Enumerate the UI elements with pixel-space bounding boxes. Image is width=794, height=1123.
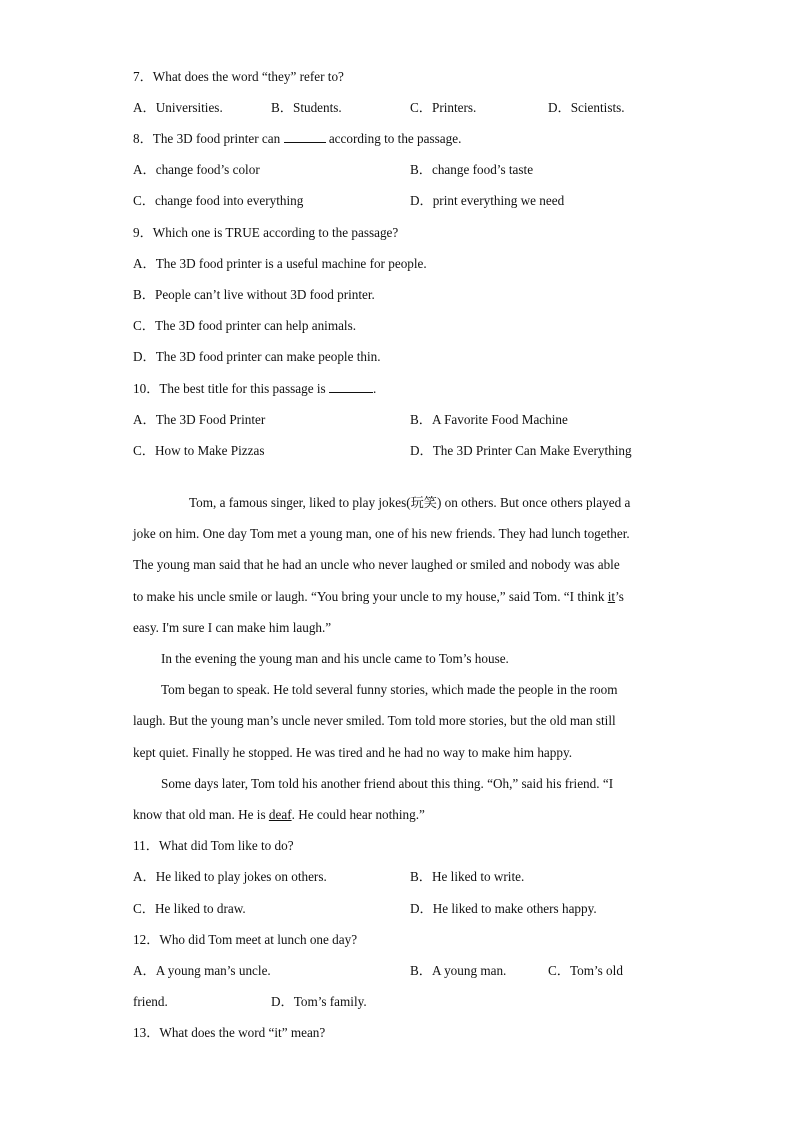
passage-text: ’s	[615, 589, 624, 604]
question-8-option-d: D．print everything we need	[410, 193, 565, 208]
passage-line	[133, 588, 624, 606]
question-8-option-c: C．change food into everything	[133, 193, 304, 208]
question-10-option-d: D．The 3D Printer Can Make Everything	[410, 443, 632, 458]
question-7-option-d: D．Scientists.	[548, 100, 625, 115]
question-8-stem-start: 8．The 3D food printer can	[133, 131, 284, 146]
passage-line: Tom, a famous singer, liked to play jokes(玩笑) on others. But once others played a	[189, 495, 631, 510]
passage-line: Some days later, Tom told his another friend about this thing. “Oh,” said his friend. “I	[161, 776, 614, 791]
question-9-option-c: C．The 3D food printer can help animals.	[133, 318, 357, 333]
question-12-option-c: C．Tom’s old	[548, 963, 623, 978]
passage-line: kept quiet. Finally he stopped. He was tired and he had no way to make him happy.	[133, 745, 572, 760]
question-12-option-a: A．A young man’s uncle.	[133, 963, 271, 978]
question-11-option-b: B．He liked to write.	[410, 869, 525, 884]
underlined-word-deaf: deaf	[268, 807, 292, 822]
question-13-stem: 13．What does the word “it” mean?	[133, 1025, 326, 1040]
underlined-word-it: it	[607, 589, 616, 604]
passage-text: to make his uncle smile or laugh. “You bring your uncle to my house,” said Tom. “I think	[133, 589, 608, 604]
question-10-stem	[133, 380, 376, 398]
question-11-option-d: D．He liked to make others happy.	[410, 901, 597, 916]
question-12-stem: 12．Who did Tom meet at lunch one day?	[133, 932, 358, 947]
question-12-option-b: B．A young man.	[410, 963, 507, 978]
question-11-option-a: A．He liked to play jokes on others.	[133, 869, 327, 884]
question-8-option-b: B．change food’s taste	[410, 162, 534, 177]
question-8-stem-end: according to the passage.	[325, 131, 462, 146]
question-9-option-b: B．People can’t live without 3D food printer.	[133, 287, 375, 302]
question-10-option-b: B．A Favorite Food Machine	[410, 412, 568, 427]
question-10-option-a: A．The 3D Food Printer	[133, 412, 266, 427]
passage-line: laugh. But the young man’s uncle never smiled. Tom told more stories, but the old man still	[133, 713, 616, 728]
answer-blank	[284, 130, 326, 143]
question-10-stem-end: .	[372, 381, 377, 396]
question-12-option-d: D．Tom’s family.	[271, 994, 367, 1009]
answer-blank	[329, 380, 373, 393]
question-7-option-a: A．Universities.	[133, 100, 223, 115]
passage-line: joke on him. One day Tom met a young man, one of his new friends. They had lunch together.	[133, 526, 630, 541]
passage-text: know that old man. He is	[133, 807, 269, 822]
question-11-option-c: C．He liked to draw.	[133, 901, 246, 916]
question-8-stem	[133, 130, 461, 148]
question-7-option-c: C．Printers.	[410, 100, 477, 115]
passage-line: Tom began to speak. He told several funny stories, which made the people in the room	[161, 682, 618, 697]
question-9-option-d: D．The 3D food printer can make people thin.	[133, 349, 381, 364]
passage-line: The young man said that he had an uncle who never laughed or smiled and nobody was able	[133, 557, 620, 572]
question-7-option-b: B．Students.	[271, 100, 342, 115]
question-11-stem: 11．What did Tom like to do?	[133, 838, 294, 853]
passage-line: easy. I'm sure I can make him laugh.”	[133, 620, 332, 635]
question-7-stem: 7．What does the word “they” refer to?	[133, 69, 344, 84]
question-12-option-c-continued: friend.	[133, 994, 168, 1009]
question-10-option-c: C．How to Make Pizzas	[133, 443, 265, 458]
passage-line	[133, 806, 425, 824]
passage-line: In the evening the young man and his uncle came to Tom’s house.	[161, 651, 509, 666]
question-9-option-a: A．The 3D food printer is a useful machine for people.	[133, 256, 427, 271]
question-9-stem: 9．Which one is TRUE according to the passage?	[133, 225, 399, 240]
question-8-option-a: A．change food’s color	[133, 162, 260, 177]
question-10-stem-start: 10．The best title for this passage is	[133, 381, 329, 396]
passage-text: . He could hear nothing.”	[291, 807, 425, 822]
